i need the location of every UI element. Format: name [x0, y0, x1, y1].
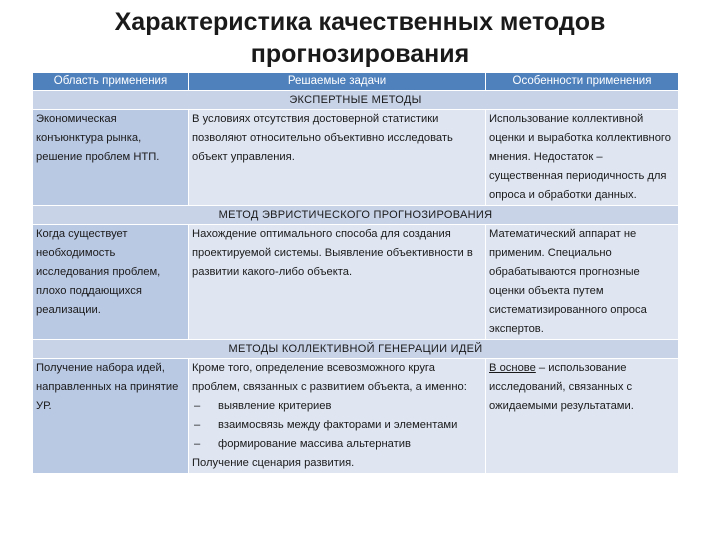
methods-table — [32, 72, 679, 474]
tasks-outro: Получение сценария развития. — [192, 457, 355, 469]
section-title-expert: ЭКСПЕРТНЫЕ МЕТОДЫ — [33, 91, 679, 110]
section-heading-row — [33, 91, 679, 110]
table-row — [33, 359, 679, 474]
table-row — [33, 225, 679, 340]
section-heading-row — [33, 340, 679, 359]
table-row — [33, 110, 679, 206]
cell-area: Получение набора идей, направленных на принятие УР. — [33, 359, 189, 474]
page-title-line-2: прогнозирования — [250, 40, 470, 68]
section-heading-row — [33, 206, 679, 225]
cell-tasks — [189, 359, 486, 474]
header-tasks: Решаемые задачи — [189, 73, 486, 91]
cell-features: Математический аппарат не применим. Специально обрабатываются прогнозные оценки объекта путем систематизированного опроса экспертов. — [486, 225, 679, 340]
cell-tasks: В условиях отсутствия достоверной статистики позволяют относительно объективно исследовать объект управления. — [189, 110, 486, 206]
header-area: Область применения — [33, 73, 189, 91]
features-rest: – использование исследований, связанных с ожидаемыми результатами. — [489, 362, 634, 412]
features-underlined: В основе — [489, 362, 536, 374]
tasks-list — [192, 397, 482, 454]
cell-area: Когда существует необходимость исследования проблем, плохо поддающихся реализации. — [33, 225, 189, 340]
header-features: Особенности применения — [486, 73, 679, 91]
table-header-row — [33, 73, 679, 91]
cell-features: Использование коллективной оценки и выработка коллективного мнения. Недостаток – существенная периодичность для опроса и обработки данных. — [486, 110, 679, 206]
section-title-heuristic: МЕТОД ЭВРИСТИЧЕСКОГО ПРОГНОЗИРОВАНИЯ — [33, 206, 679, 225]
cell-tasks: Нахождение оптимального способа для создания проектируемой системы. Выявление объективности в развитии какого-либо объекта. — [189, 225, 486, 340]
list-item: – взаимосвязь между факторами и элементами — [192, 416, 482, 435]
cell-area: Экономическая конъюнктура рынка, решение проблем НТП. — [33, 110, 189, 206]
page-title — [0, 6, 720, 70]
cell-features — [486, 359, 679, 474]
section-title-collective: МЕТОДЫ КОЛЛЕКТИВНОЙ ГЕНЕРАЦИИ ИДЕЙ — [33, 340, 679, 359]
tasks-intro: Кроме того, определение всевозможного круга проблем, связанных с развитием объекта, а именно: — [192, 362, 467, 393]
list-item: – выявление критериев — [192, 397, 482, 416]
page-title-line-1: Характеристика качественных методов — [114, 8, 606, 36]
list-item: – формирование массива альтернатив — [192, 435, 482, 454]
